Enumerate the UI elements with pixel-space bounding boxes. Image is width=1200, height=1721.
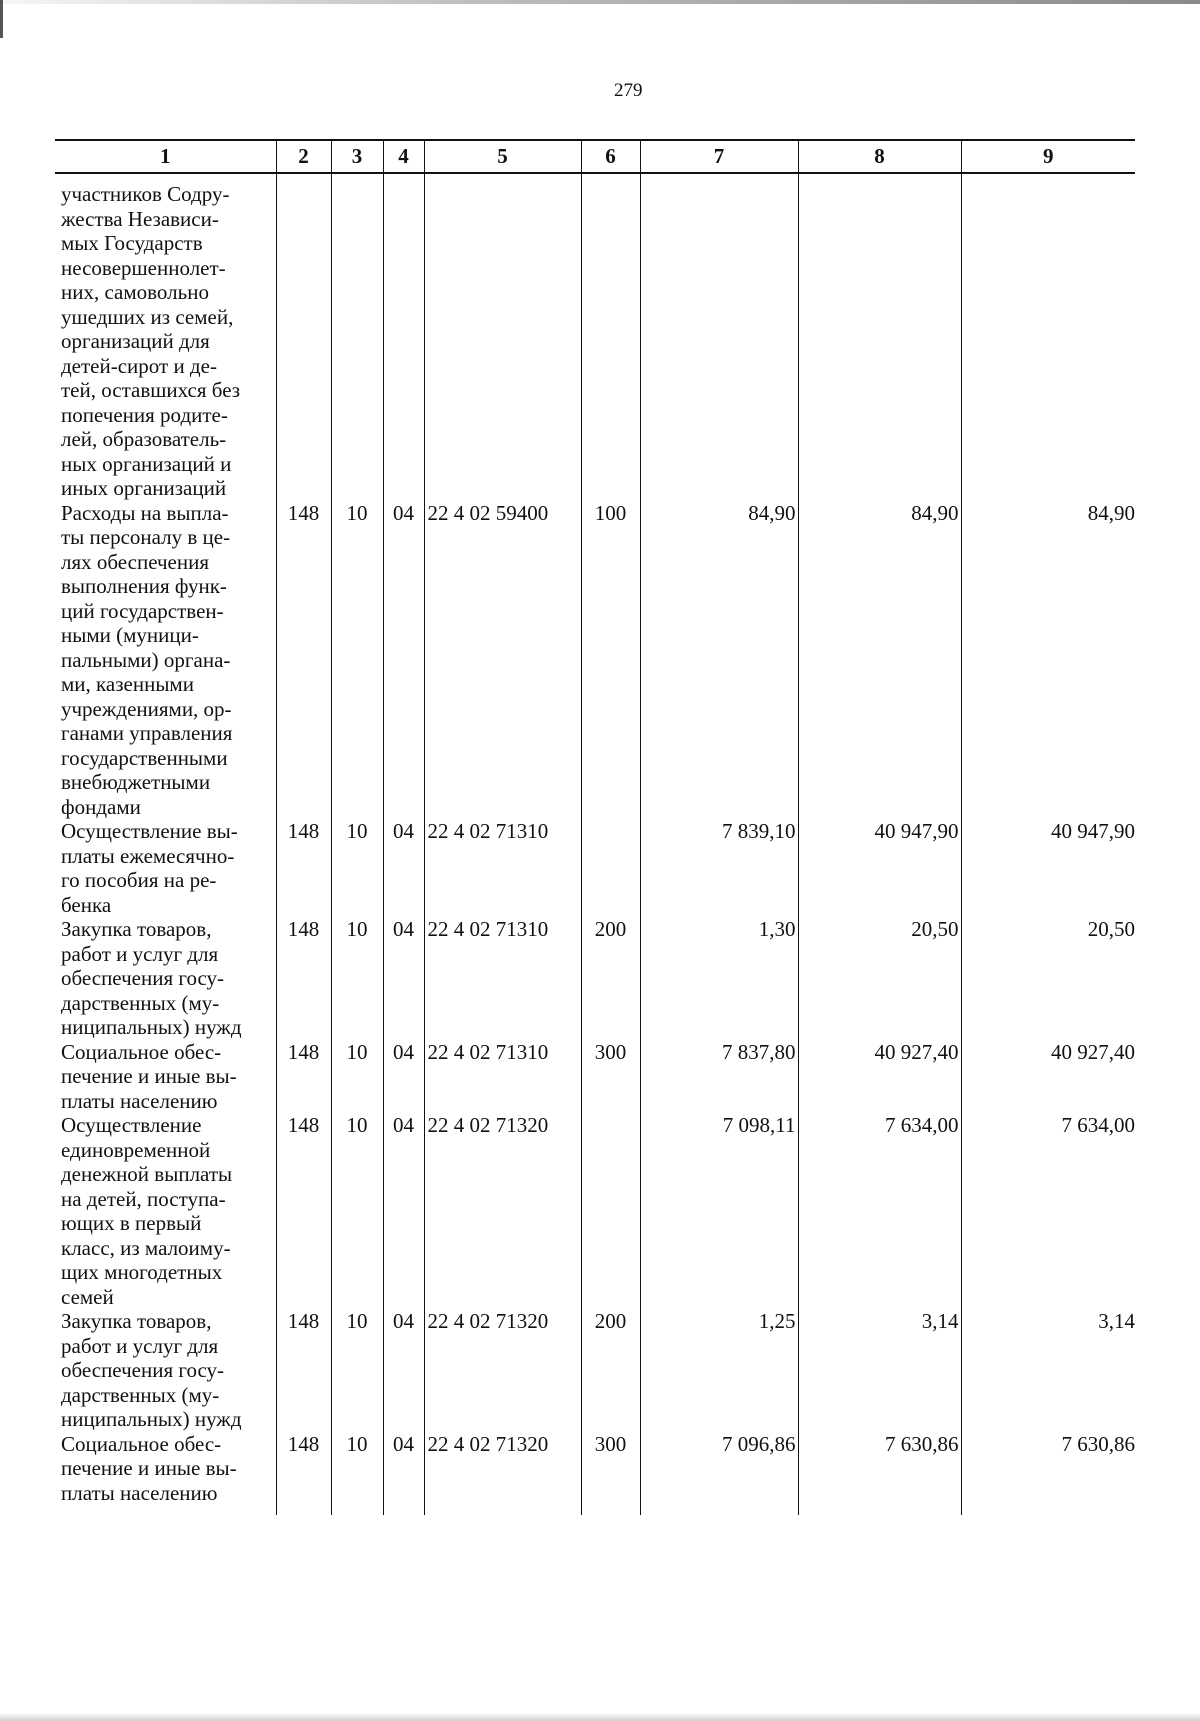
- page-number: 279: [614, 80, 643, 101]
- row-description: [55, 1432, 276, 1516]
- subsection-code: 04: [383, 1113, 424, 1309]
- column-header: 4: [383, 140, 424, 173]
- description-line: тей, оставшихся без: [61, 378, 241, 402]
- department-code: 148: [276, 1432, 331, 1516]
- section-code: 10: [331, 1309, 383, 1432]
- section-code: 10: [331, 501, 383, 820]
- amount-col9: 40 927,40: [961, 1040, 1135, 1114]
- table-row: [55, 1113, 1135, 1309]
- description-line: ганами управления: [61, 721, 233, 745]
- description-line: фондами: [61, 794, 141, 819]
- amount-col8: 40 927,40: [798, 1040, 961, 1114]
- expense-type-code: [581, 1113, 640, 1309]
- amount-col9: 20,50: [961, 917, 1135, 1040]
- description-line: обеспечения госу-: [61, 1358, 225, 1382]
- subsection-code: 04: [383, 1309, 424, 1432]
- section-code: [331, 173, 383, 501]
- table-row: [55, 173, 1135, 501]
- description-line: дарственных (му-: [61, 990, 220, 1015]
- amount-col7: 1,30: [640, 917, 798, 1040]
- target-article-code: 22 4 02 71310: [424, 819, 581, 917]
- expense-type-code: [581, 819, 640, 917]
- department-code: 148: [276, 1040, 331, 1114]
- subsection-code: 04: [383, 1432, 424, 1516]
- target-article-code: 22 4 02 59400: [424, 501, 581, 820]
- scan-edge-top: [0, 0, 1200, 4]
- target-article-code: 22 4 02 71320: [424, 1113, 581, 1309]
- description-line: ций государствен-: [61, 598, 224, 623]
- description-line: семей: [61, 1284, 114, 1309]
- column-header: 2: [276, 140, 331, 173]
- column-header: 5: [424, 140, 581, 173]
- description-line: работ и услуг для: [61, 1333, 219, 1358]
- subsection-code: [383, 173, 424, 501]
- amount-col7: 7 096,86: [640, 1432, 798, 1516]
- row-description: [55, 1309, 276, 1432]
- description-line: Закупка товаров,: [61, 1309, 212, 1333]
- description-line: пальными) органа-: [61, 647, 231, 672]
- expense-type-code: 200: [581, 1309, 640, 1432]
- description-line: выполнения функ-: [61, 574, 227, 598]
- description-line: на детей, поступа-: [61, 1186, 226, 1211]
- description-line: внебюджетными: [61, 770, 211, 794]
- scan-edge-left: [0, 0, 3, 38]
- amount-col7: 1,25: [640, 1309, 798, 1432]
- amount-col9: 84,90: [961, 501, 1135, 820]
- description-line: печение и иные вы-: [61, 1064, 237, 1088]
- row-description: [55, 819, 276, 917]
- amount-col8: 20,50: [798, 917, 961, 1040]
- description-line: обеспечения госу-: [61, 966, 225, 990]
- target-article-code: 22 4 02 71310: [424, 917, 581, 1040]
- description-line: денежной выплаты: [61, 1162, 233, 1186]
- amount-col7: 7 837,80: [640, 1040, 798, 1114]
- description-line: лях обеспечения: [61, 549, 210, 574]
- table-body: [55, 173, 1135, 1515]
- description-line: них, самовольно: [61, 280, 209, 304]
- description-line: единовременной: [61, 1137, 211, 1162]
- row-description: [55, 173, 276, 501]
- department-code: [276, 173, 331, 501]
- row-description: [55, 1113, 276, 1309]
- description-line: Осуществление: [61, 1113, 202, 1137]
- subsection-code: 04: [383, 819, 424, 917]
- target-article-code: [424, 173, 581, 501]
- amount-col8: 3,14: [798, 1309, 961, 1432]
- description-line: класс, из малоиму-: [61, 1235, 231, 1260]
- description-line: мых Государств: [61, 231, 203, 255]
- table-row: [55, 917, 1135, 1040]
- description-line: печение и иные вы-: [61, 1456, 237, 1480]
- table-row: [55, 819, 1135, 917]
- amount-col8: 84,90: [798, 501, 961, 820]
- target-article-code: 22 4 02 71310: [424, 1040, 581, 1114]
- description-line: Социальное обес-: [61, 1039, 222, 1064]
- section-code: 10: [331, 1040, 383, 1114]
- description-line: ных организаций и: [61, 451, 232, 476]
- table-row: [55, 501, 1135, 820]
- description-line: ты персоналу в це-: [61, 525, 231, 549]
- subsection-code: 04: [383, 917, 424, 1040]
- description-line: щих многодетных: [61, 1260, 223, 1284]
- description-line: ными (муници-: [61, 623, 199, 647]
- scan-edge-bottom: [0, 1713, 1200, 1721]
- description-line: попечения родите-: [61, 402, 228, 427]
- description-line: несовершеннолет-: [61, 255, 226, 280]
- row-description: [55, 917, 276, 1040]
- description-line: иных организаций: [61, 476, 227, 500]
- amount-col8: [798, 173, 961, 501]
- amount-col7: [640, 173, 798, 501]
- column-header: 9: [961, 140, 1135, 173]
- column-header: 3: [331, 140, 383, 173]
- description-line: платы ежемесячно-: [61, 843, 235, 868]
- subsection-code: 04: [383, 1040, 424, 1114]
- amount-col9: [961, 173, 1135, 501]
- description-line: детей-сирот и де-: [61, 353, 217, 378]
- description-line: платы населению: [61, 1088, 218, 1113]
- section-code: 10: [331, 917, 383, 1040]
- description-line: лей, образователь-: [61, 427, 227, 451]
- description-line: Осуществление вы-: [61, 819, 238, 843]
- description-line: Закупка товаров,: [61, 917, 212, 941]
- expense-type-code: 200: [581, 917, 640, 1040]
- column-header: 6: [581, 140, 640, 173]
- table-row: [55, 1432, 1135, 1516]
- amount-col8: 40 947,90: [798, 819, 961, 917]
- expense-type-code: [581, 173, 640, 501]
- description-line: ниципальных) нужд: [61, 1015, 242, 1039]
- department-code: 148: [276, 1113, 331, 1309]
- expense-type-code: 100: [581, 501, 640, 820]
- description-line: ющих в первый: [61, 1211, 202, 1235]
- description-line: дарственных (му-: [61, 1382, 220, 1407]
- description-line: участников Содру-: [61, 182, 230, 206]
- description-line: работ и услуг для: [61, 941, 219, 966]
- budget-table: [55, 139, 1135, 1515]
- amount-col9: 7 634,00: [961, 1113, 1135, 1309]
- description-line: ми, казенными: [61, 672, 194, 696]
- description-line: организаций для: [61, 329, 210, 353]
- description-line: ушедших из семей,: [61, 304, 234, 329]
- description-line: жества Независи-: [61, 206, 219, 231]
- description-line: Расходы на выпла-: [61, 500, 229, 525]
- table-row: [55, 1040, 1135, 1114]
- expense-type-code: 300: [581, 1432, 640, 1516]
- amount-col7: 84,90: [640, 501, 798, 820]
- department-code: 148: [276, 917, 331, 1040]
- description-line: бенка: [61, 892, 112, 917]
- amount-col7: 7 839,10: [640, 819, 798, 917]
- column-header: 7: [640, 140, 798, 173]
- description-line: ниципальных) нужд: [61, 1407, 242, 1431]
- section-code: 10: [331, 1432, 383, 1516]
- section-code: 10: [331, 819, 383, 917]
- target-article-code: 22 4 02 71320: [424, 1309, 581, 1432]
- description-line: Социальное обес-: [61, 1431, 222, 1456]
- subsection-code: 04: [383, 501, 424, 820]
- target-article-code: 22 4 02 71320: [424, 1432, 581, 1516]
- column-header: 8: [798, 140, 961, 173]
- amount-col9: 40 947,90: [961, 819, 1135, 917]
- table-row: [55, 1309, 1135, 1432]
- description-line: государственными: [61, 745, 228, 770]
- expense-type-code: 300: [581, 1040, 640, 1114]
- amount-col8: 7 634,00: [798, 1113, 961, 1309]
- description-line: го пособия на ре-: [61, 868, 217, 892]
- row-description: [55, 501, 276, 820]
- amount-col8: 7 630,86: [798, 1432, 961, 1516]
- department-code: 148: [276, 501, 331, 820]
- section-code: 10: [331, 1113, 383, 1309]
- description-line: учреждениями, ор-: [61, 696, 232, 721]
- amount-col9: 7 630,86: [961, 1432, 1135, 1516]
- department-code: 148: [276, 1309, 331, 1432]
- column-header: 1: [55, 140, 276, 173]
- department-code: 148: [276, 819, 331, 917]
- description-line: платы населению: [61, 1480, 218, 1505]
- amount-col9: 3,14: [961, 1309, 1135, 1432]
- table-header-row: [55, 140, 1135, 173]
- amount-col7: 7 098,11: [640, 1113, 798, 1309]
- row-description: [55, 1040, 276, 1114]
